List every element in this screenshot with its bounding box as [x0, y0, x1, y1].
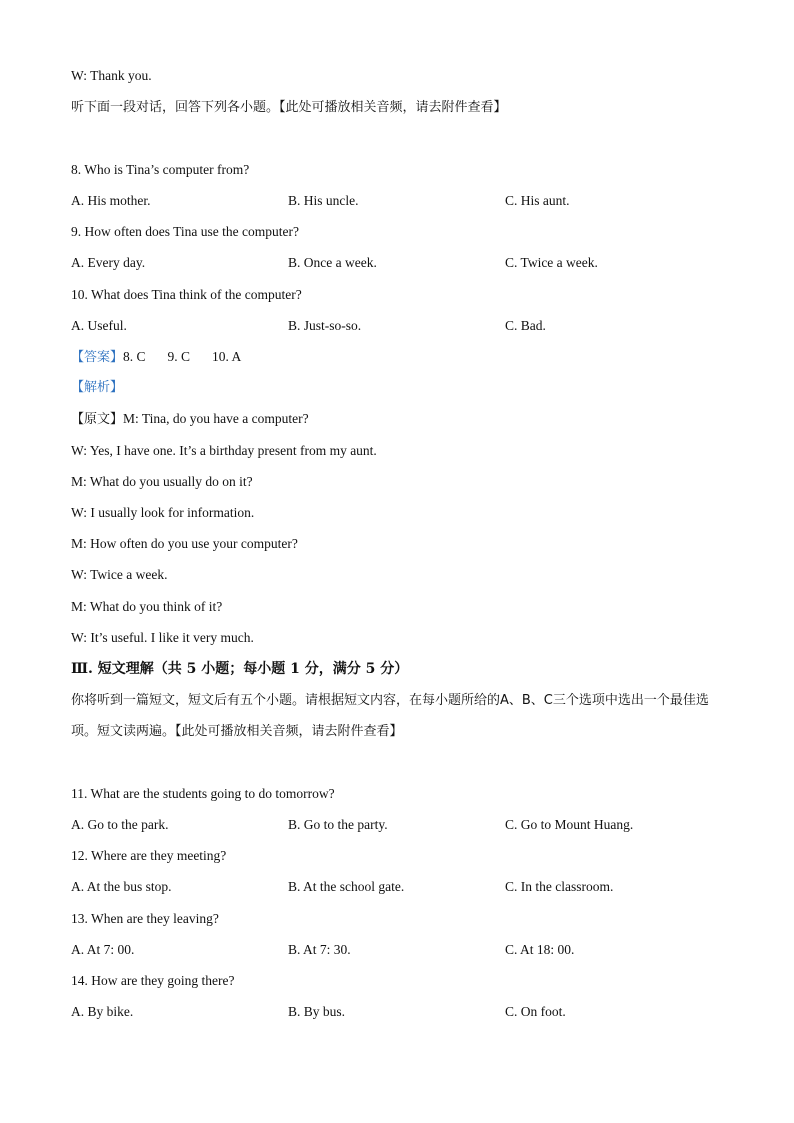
- option-12b: B. At the school gate.: [288, 879, 405, 894]
- dialogue-line: W: Thank you.: [71, 68, 152, 83]
- option-12c: C. In the classroom.: [505, 879, 614, 894]
- transcript-line: W: Yes, I have one. It’s a birthday present from my aunt.: [71, 443, 377, 458]
- option-8a: A. His mother.: [71, 193, 151, 208]
- option-12a: A. At the bus stop.: [71, 879, 172, 894]
- transcript-line: W: I usually look for information.: [71, 505, 255, 520]
- question-9: 9. How often does Tina use the computer?: [71, 224, 299, 239]
- question-14: 14. How are they going there?: [71, 973, 235, 988]
- question-13: 13. When are they leaving?: [71, 911, 219, 926]
- option-8c: C. His aunt.: [505, 193, 570, 208]
- answer-label: 【答案】: [71, 350, 124, 365]
- answer-item: 9. C: [167, 349, 191, 364]
- transcript-line: W: Twice a week.: [71, 567, 168, 582]
- option-13b: B. At 7: 30.: [288, 942, 351, 957]
- option-11a: A. Go to the park.: [71, 817, 169, 832]
- option-14b: B. By bus.: [288, 1004, 346, 1019]
- question-8: 8. Who is Tina’s computer from?: [71, 162, 250, 177]
- answer-line: [71, 348, 241, 367]
- option-10c: C. Bad.: [505, 318, 546, 333]
- option-9b: B. Once a week.: [288, 255, 377, 270]
- option-10b: B. Just-so-so.: [288, 318, 362, 333]
- option-10a: A. Useful.: [71, 318, 127, 333]
- listening-instruction: 听下面一段对话，回答下列各小题。【此处可播放相关音频，请去附件查看】: [71, 100, 507, 115]
- option-9a: A. Every day.: [71, 255, 146, 270]
- transcript-label: 【原文】: [71, 412, 124, 427]
- option-14c: C. On foot.: [505, 1004, 566, 1019]
- section-heading: Ⅲ. 短文理解（共 5 小题；每小题 1 分，满分 5 分）: [71, 661, 409, 677]
- option-9c: C. Twice a week.: [505, 255, 598, 270]
- transcript-text: M: Tina, do you have a computer?: [123, 411, 309, 426]
- transcript-line: M: How often do you use your computer?: [71, 536, 298, 551]
- option-14a: A. By bike.: [71, 1004, 134, 1019]
- question-12: 12. Where are they meeting?: [71, 848, 227, 863]
- option-13c: C. At 18: 00.: [505, 942, 575, 957]
- analysis-label: 【解析】: [71, 380, 124, 395]
- answer-item: 10. A: [212, 349, 242, 364]
- option-8b: B. His uncle.: [288, 193, 359, 208]
- question-11: 11. What are the students going to do tomorrow?: [71, 786, 335, 801]
- transcript-line: M: What do you think of it?: [71, 599, 223, 614]
- option-11c: C. Go to Mount Huang.: [505, 817, 634, 832]
- option-13a: A. At 7: 00.: [71, 942, 135, 957]
- answer-item: 8. C: [123, 349, 146, 364]
- transcript-line: W: It’s useful. I like it very much.: [71, 630, 254, 645]
- question-10: 10. What does Tina think of the computer?: [71, 287, 302, 302]
- option-11b: B. Go to the party.: [288, 817, 388, 832]
- section-instruction: 你将听到一篇短文，短文后有五个小题。请根据短文内容，在每小题所给的A、B、C三个选项中选出一个最佳选项。短文读两遍。【此处可播放相关音频，请去附件查看】: [71, 693, 709, 739]
- transcript-line: M: What do you usually do on it?: [71, 474, 253, 489]
- transcript-line: [71, 410, 309, 429]
